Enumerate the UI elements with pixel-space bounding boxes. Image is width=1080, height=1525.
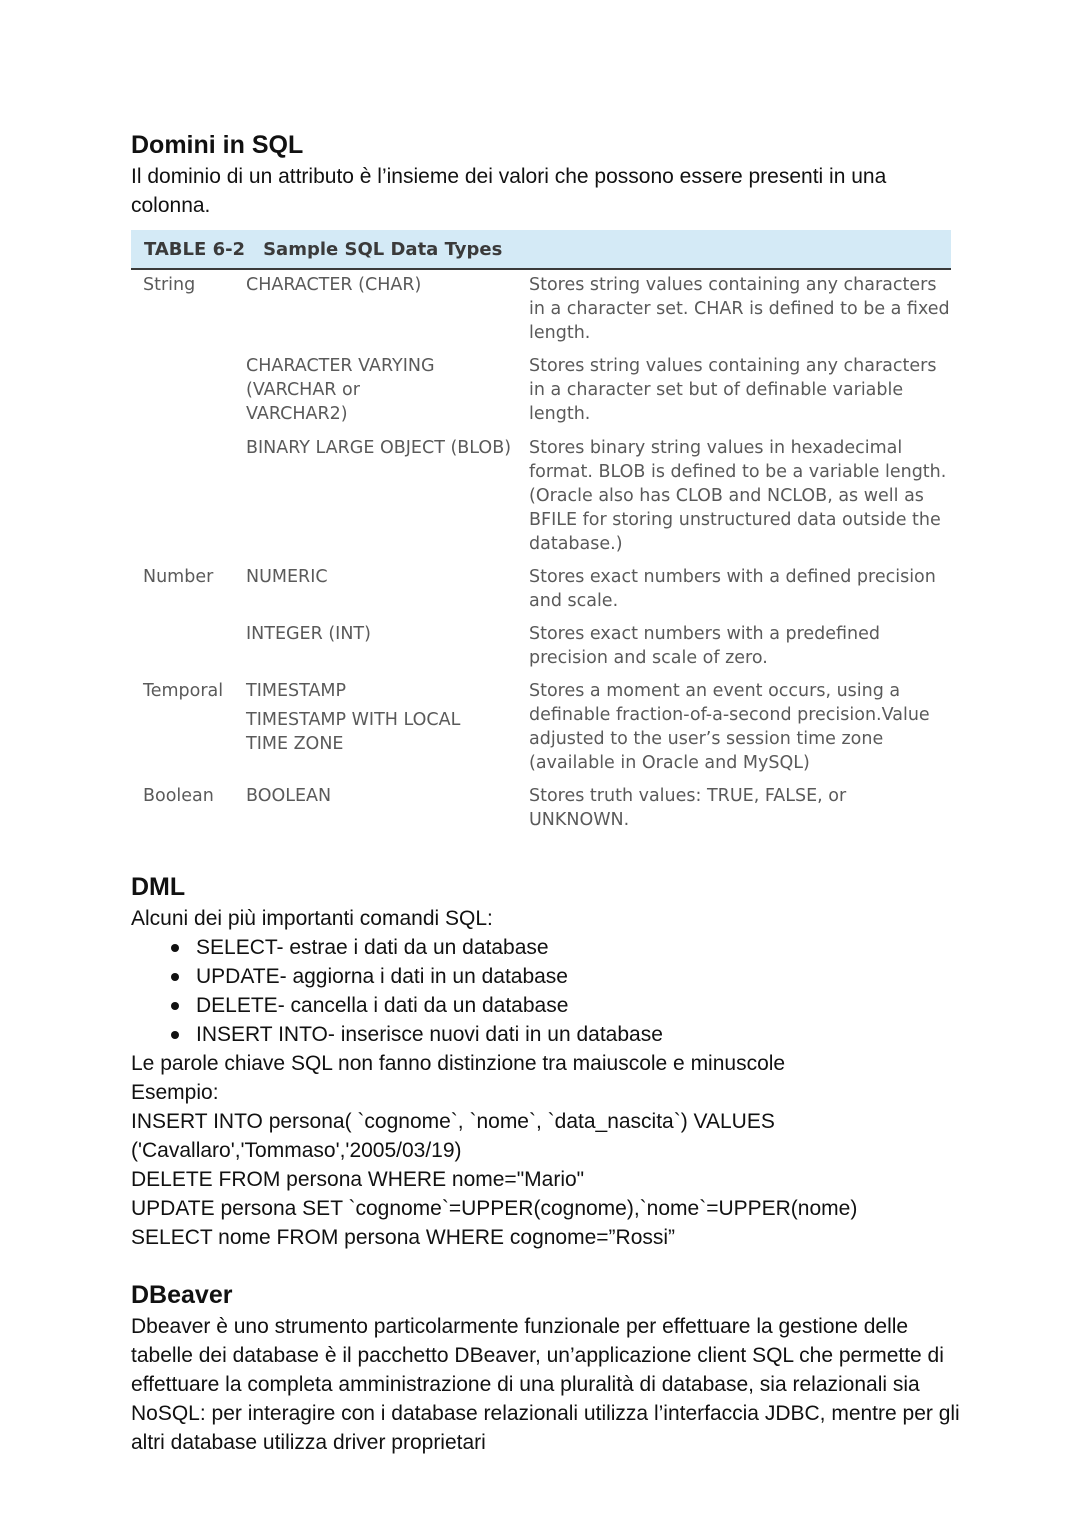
example-label: Esempio: [131,1081,219,1104]
table-row [131,679,951,775]
row-description: Stores a moment an event occurs, using a definable fraction-of-a-second precision.Value adjusted to the user’s session time zone (available in Oracle and MySQL) [529,681,930,773]
row-types [246,354,529,426]
domini-intro: Il dominio di un attributo è l’insieme dei valori che possono essere presenti in una colonna. [131,165,887,217]
dbeaver-heading: DBeaver [131,1281,233,1309]
list-item: UPDATE- aggiorna i dati in un database [167,962,961,991]
list-item: INSERT INTO- inserisce nuovi dati in un database [167,1020,961,1049]
row-description: Stores string values containing any characters in a character set but of definable variable length. [529,356,937,424]
row-category: Number [143,567,214,587]
table-row [131,622,951,670]
row-types [246,679,529,775]
row-types [246,784,529,832]
row-types [246,565,529,613]
dbeaver-text: Dbeaver è uno strumento particolarmente funzionale per effettuare la gestione delle tabelle dei database è il pacchetto DBeaver, un’applicazione client SQL che permette di effettuare la completa amministrazione di una pluralità di database, sia relazionali sia NoSQL: per interagire con i database relazionali utilizza l’interfaccia JDBC, mentre per gli altri database utilizza driver proprietari [131,1315,960,1454]
table-row [131,784,951,832]
table-number: TABLE 6-2 [144,238,246,260]
page-content [131,128,961,1457]
table-body [131,270,951,832]
row-description: Stores exact numbers with a predefined precision and scale of zero. [529,624,881,668]
row-types [246,436,529,556]
row-types [246,273,529,345]
row-category: Boolean [143,786,214,806]
table-header [131,230,951,270]
example-update: UPDATE persona SET `cognome`=UPPER(cognome),`nome`=UPPER(nome) [131,1197,858,1220]
example-delete: DELETE FROM persona WHERE nome="Mario" [131,1168,585,1191]
row-type: INTEGER (INT) [246,624,371,644]
row-type: CHARACTER (CHAR) [246,275,422,295]
row-category [131,436,246,556]
row-type: CHARACTER VARYING (VARCHAR or VARCHAR2) [246,356,435,424]
table-row [131,354,951,426]
list-item: DELETE- cancella i dati da un database [167,991,961,1020]
row-category [131,622,246,670]
table-row [131,436,951,556]
dml-command-list [131,933,961,1049]
example-insert: INSERT INTO persona( `cognome`, `nome`, `data_nascita`) VALUES ('Cavallaro','Tommaso','2005/03/19) [131,1110,775,1162]
row-category: String [143,275,196,295]
table-row [131,273,951,345]
dml-intro: Alcuni dei più importanti comandi SQL: [131,907,493,930]
list-item: SELECT- estrae i dati da un database [167,933,961,962]
dml-heading: DML [131,873,186,901]
domini-heading: Domini in SQL [131,131,304,159]
sql-data-types-table [131,230,951,832]
row-description: Stores truth values: TRUE, FALSE, or UNKNOWN. [529,786,847,830]
row-category: Temporal [143,681,224,701]
row-description: Stores binary string values in hexadecimal format. BLOB is defined to be a variable length. (Oracle also has CLOB and NCLOB, as well as BFILE for storing unstructured data outside the database.) [529,438,947,554]
row-type: BINARY LARGE OBJECT (BLOB) [246,438,512,458]
row-type: TIMESTAMP [246,681,347,701]
example-select: SELECT nome FROM persona WHERE cognome=”Rossi” [131,1226,676,1249]
table-row [131,565,951,613]
row-category [131,354,246,426]
row-types [246,622,529,670]
dml-note: Le parole chiave SQL non fanno distinzione tra maiuscole e minuscole [131,1052,786,1075]
table-title: Sample SQL Data Types [263,238,503,260]
row-description: Stores string values containing any characters in a character set. CHAR is defined to be a fixed length. [529,275,950,343]
row-type: BOOLEAN [246,786,332,806]
row-type: TIMESTAMP WITH LOCAL TIME ZONE [246,710,461,754]
row-type: NUMERIC [246,567,328,587]
row-description: Stores exact numbers with a defined precision and scale. [529,567,936,611]
